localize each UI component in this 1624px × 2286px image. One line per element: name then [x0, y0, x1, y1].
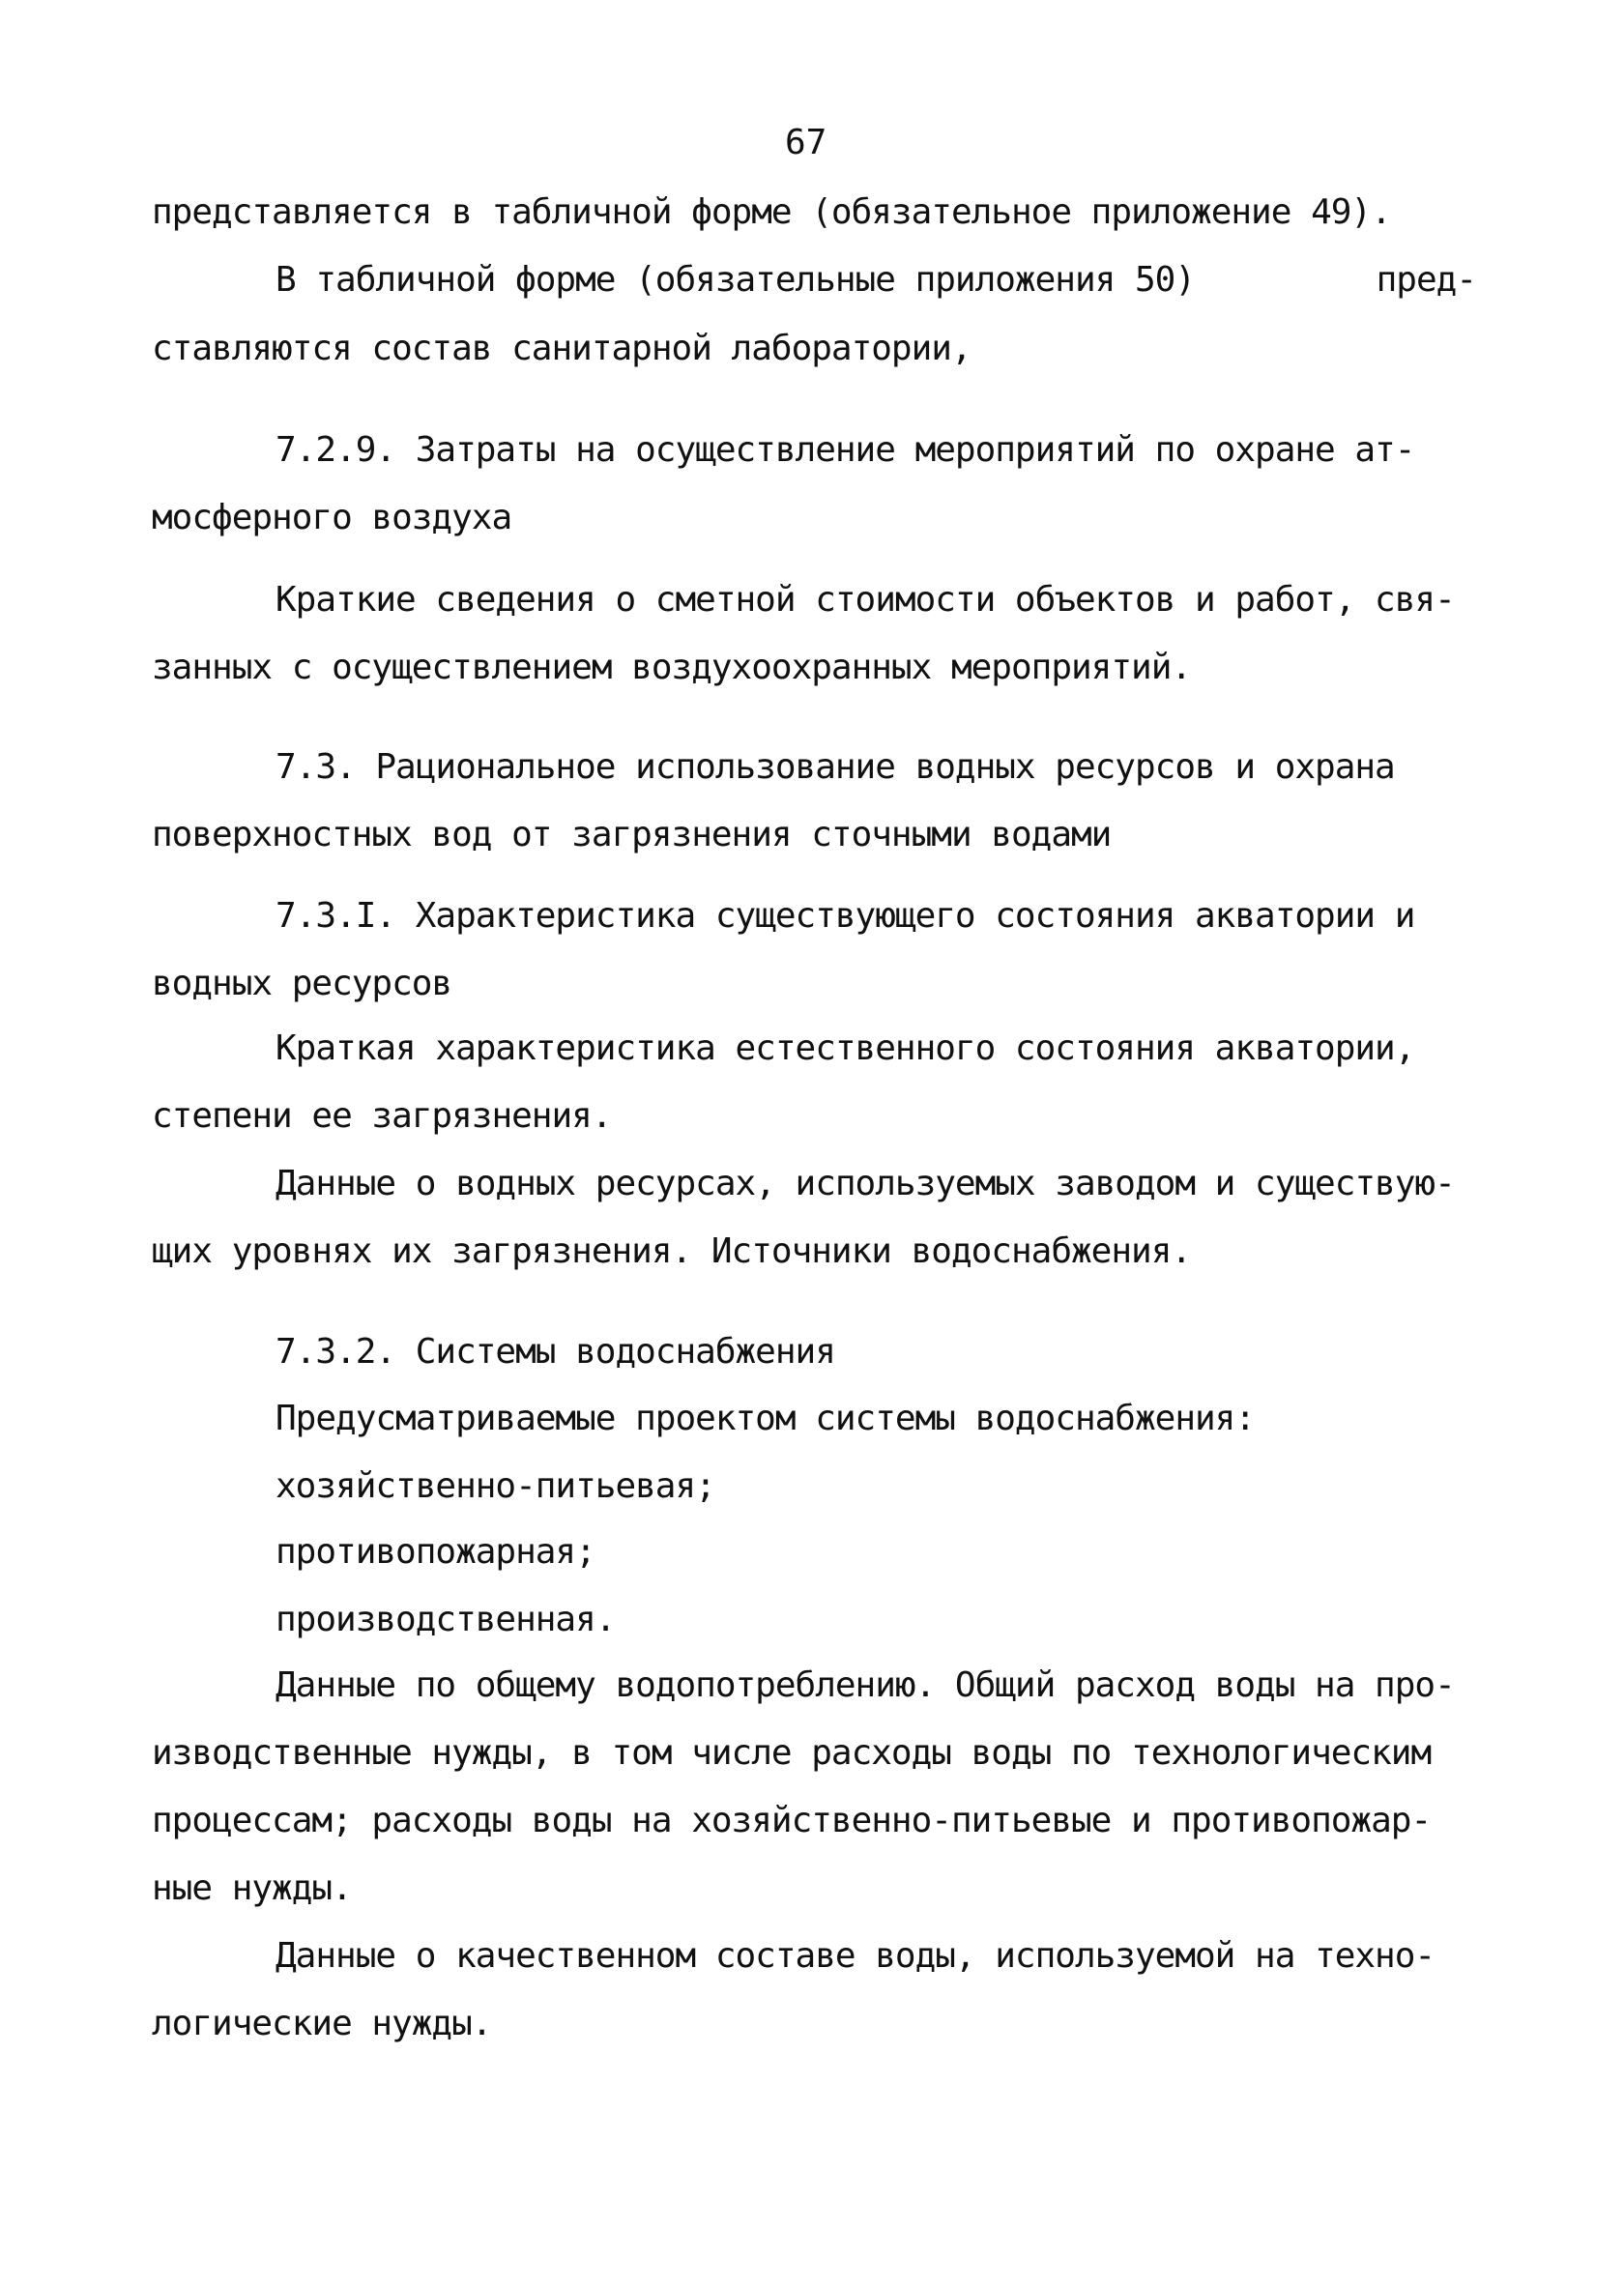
- text-line: [276, 1935, 1476, 1978]
- text-line: [276, 1163, 1476, 1205]
- text-line-content: Данные о качественном составе воды, используемой на техно-: [276, 1936, 1436, 1976]
- text-line: [152, 191, 1476, 234]
- text-line-content: 7.2.9. Затраты на осуществление мероприятий по охране ат-: [276, 430, 1415, 470]
- text-line: [276, 579, 1476, 622]
- text-line-content: Краткая характеристика естественного состояния акватории,: [276, 1028, 1415, 1068]
- text-line: [152, 1800, 1476, 1842]
- text-line: логические нужды.: [152, 2004, 492, 2043]
- text-line: щих уровнях их загрязнения. Источники водоснабжения.: [152, 1231, 1192, 1271]
- text-line: Предусматриваемые проектом системы водоснабжения:: [276, 1399, 1256, 1438]
- section-heading-7-3: [276, 746, 1476, 789]
- text-line: [276, 259, 1476, 302]
- text-line: ставляются состав санитарной лаборатории,: [152, 329, 972, 368]
- section-heading-7-3-1: [276, 895, 1476, 938]
- text-line-content: процессам; расходы воды на хозяйственно-питьевые и противопожар-: [152, 1801, 1432, 1840]
- text-line-content: изводственные нужды, в том числе расходы воды по технологическим: [152, 1733, 1432, 1773]
- section-heading-continued: водных ресурсов: [152, 964, 452, 1003]
- text-line-end: пред-: [1376, 260, 1476, 300]
- text-line: [152, 1732, 1476, 1775]
- text-line-content: Данные о водных ресурсах, используемых заводом и существую-: [276, 1164, 1455, 1203]
- section-heading-7-2-9: [276, 429, 1476, 472]
- text-line: занных с осуществлением воздухоохранных мероприятий.: [152, 648, 1192, 687]
- text-line-content: Данные по общему водопотреблению. Общий расход воды на про-: [276, 1665, 1455, 1705]
- text-line-content: В табличной форме (обязательные приложения 50): [276, 260, 1195, 300]
- section-heading-continued: мосферного воздуха: [152, 498, 512, 537]
- list-item: противопожарная;: [276, 1532, 595, 1572]
- text-line-content: 7.3.I. Характеристика существующего состояния акватории и: [276, 896, 1415, 936]
- text-line: [276, 1664, 1476, 1707]
- list-item: хозяйственно-питьевая;: [276, 1466, 715, 1506]
- text-line-content: 7.3. Рациональное использование водных ресурсов и охрана: [276, 747, 1395, 787]
- section-heading-7-3-2: 7.3.2. Системы водоснабжения: [276, 1332, 835, 1372]
- section-heading-continued: поверхностных вод от загрязнения сточными водами: [152, 815, 1112, 854]
- text-line-content: Краткие сведения о сметной стоимости объектов и работ, свя-: [276, 580, 1455, 620]
- text-line: [276, 1027, 1476, 1070]
- page-number: 67: [785, 123, 827, 162]
- text-line: степени ее загрязнения.: [152, 1096, 612, 1136]
- text-line: ные нужды.: [152, 1868, 352, 1908]
- text-line-content: представляется в табличной форме (обязательное приложение 49).: [152, 192, 1391, 232]
- list-item: производственная.: [276, 1600, 616, 1639]
